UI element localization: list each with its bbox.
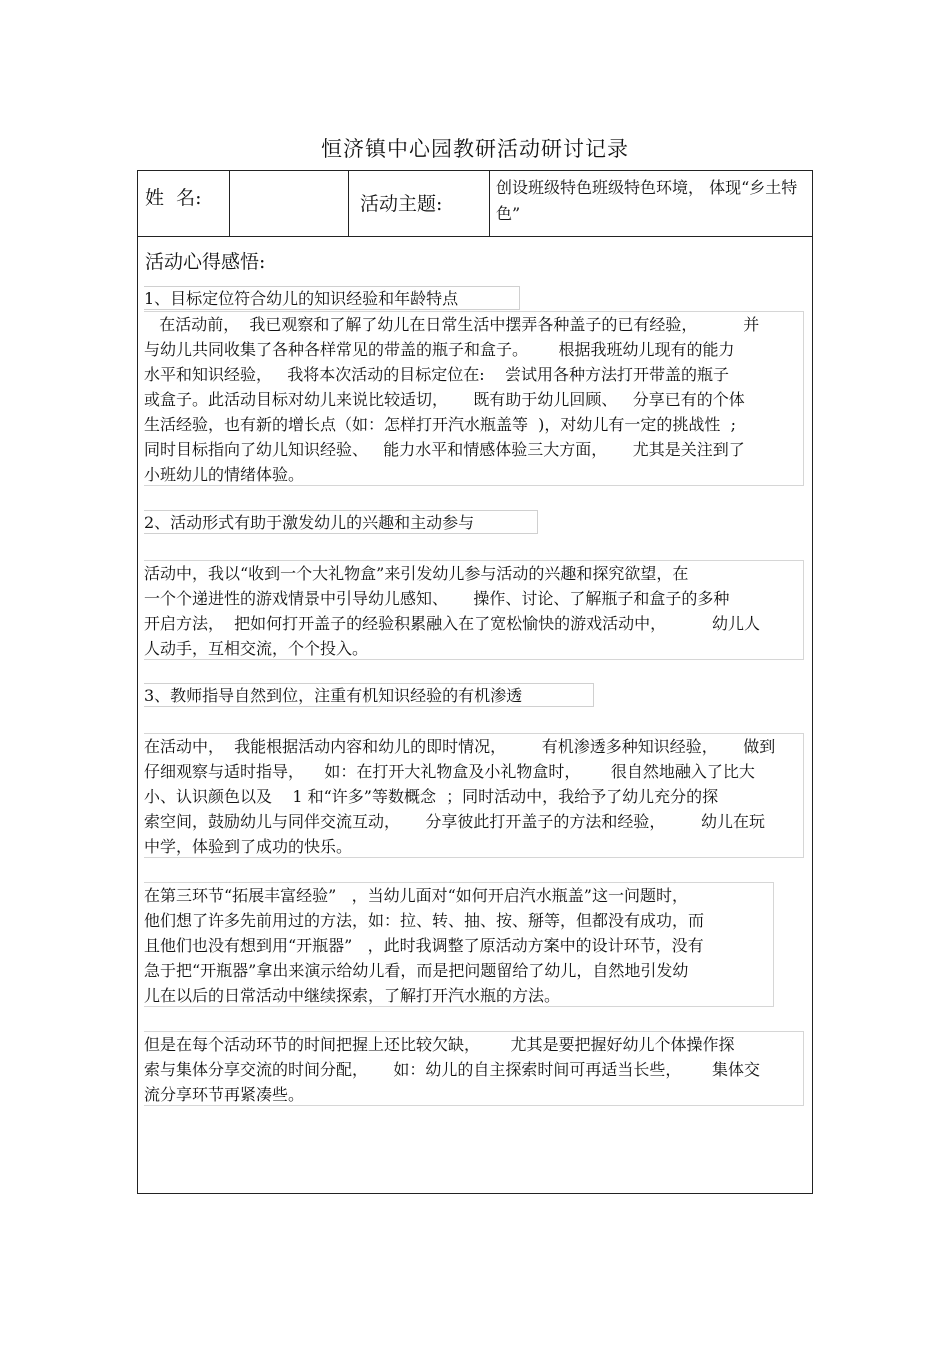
reflection-label: 活动心得感悟: [145, 251, 266, 273]
text-line: 索与集体分享交流的时间分配， 如：幼儿的自主探索时间可再适当长些， 集体交 [144, 1060, 760, 1079]
divider [229, 171, 230, 237]
header-row [138, 171, 812, 237]
text-line: 流分享环节再紧凑些。 [144, 1085, 305, 1104]
page-title: 恒济镇中心园教研活动研讨记录 [321, 137, 629, 161]
text-line: 与幼儿共同收集了各种各样常见的带盖的瓶子和盒子。 根据我班幼儿现有的能力 [144, 340, 735, 359]
text-line: 儿在以后的日常活动中继续探索，了解打开汽水瓶的方法。 [144, 986, 561, 1005]
text-line: 开启方法， 把如何打开盖子的经验积累融入在了宽松愉快的游戏活动中， 幼儿人 [144, 614, 760, 633]
text-line: 生活经验，也有新的增长点（如：怎样打开汽水瓶盖等 )，对幼儿有一定的挑战性 ; [144, 415, 736, 434]
reflection-paragraph [144, 1031, 804, 1106]
theme-value: 创设班级特色班级特色环境， 体现“乡土特色” [496, 178, 798, 223]
section-heading: 1、目标定位符合幼儿的知识经验和年龄特点 [144, 286, 520, 310]
text-line: 水平和知识经验， 我将本次活动的目标定位在: 尝试用各种方法打开带盖的瓶子 [144, 365, 729, 384]
divider [348, 171, 349, 237]
section-heading: 2、活动形式有助于激发幼儿的兴趣和主动参与 [144, 510, 538, 534]
section-paragraph [144, 733, 804, 858]
section-paragraph [144, 311, 804, 486]
theme-label: 活动主题: [360, 193, 443, 215]
divider [489, 171, 490, 237]
text-line: 小、认识颜色以及 1 和“许多”等数概念 ；同时活动中，我给予了幼儿充分的探 [144, 787, 719, 806]
text-line: 中学，体验到了成功的快乐。 [144, 837, 353, 856]
text-line: 一个个递进性的游戏情景中引导幼儿感知、 操作、讨论、了解瓶子和盒子的多种 [144, 589, 730, 608]
text-line: 小班幼儿的情绪体验。 [144, 465, 305, 484]
text-line: 在活动中， 我能根据活动内容和幼儿的即时情况， 有机渗透多种知识经验， 做到 [144, 737, 776, 756]
record-table [137, 170, 813, 1194]
text-line: 急于把“开瓶器”拿出来演示给幼儿看，而是把问题留给了幼儿，自然地引发幼 [144, 961, 689, 980]
text-line: 活动中，我以“收到一个大礼物盒”来引发幼儿参与活动的兴趣和探究欲望，在 [144, 564, 689, 583]
text-line: 在第三环节“拓展丰富经验” ，当幼儿面对“如何开启汽水瓶盖”这一问题时， [144, 886, 688, 905]
section-paragraph [144, 560, 804, 660]
text-line: 仔细观察与适时指导， 如：在打开大礼物盒及小礼物盒时， 很自然地融入了比大 [144, 762, 755, 781]
text-line: 且他们也没有想到用“开瓶器” ，此时我调整了原活动方案中的设计环节，没有 [144, 936, 704, 955]
text-line: 人动手，互相交流，个个投入。 [144, 639, 369, 658]
text-line: 同时目标指向了幼儿知识经验、 能力水平和情感体验三大方面， 尤其是关注到了 [144, 440, 745, 459]
text-line: 在活动前， 我已观察和了解了幼儿在日常生活中摆弄各种盖子的已有经验， 并 [144, 315, 760, 334]
section-heading: 3、教师指导自然到位，注重有机知识经验的有机渗透 [144, 683, 594, 707]
name-label: 姓 名: [145, 187, 202, 209]
text-line: 或盒子。此活动目标对幼儿来说比较适切， 既有助于幼儿回顾、 分享已有的个体 [144, 390, 745, 409]
text-line: 索空间，鼓励幼儿与同伴交流互动， 分享彼此打开盖子的方法和经验， 幼儿在玩 [144, 812, 766, 831]
text-line: 他们想了许多先前用过的方法，如：拉、转、抽、按、掰等，但都没有成功，而 [144, 911, 705, 930]
text-line: 但是在每个活动环节的时间把握上还比较欠缺， 尤其是要把握好幼儿个体操作探 [144, 1035, 735, 1054]
reflection-paragraph [144, 882, 774, 1007]
